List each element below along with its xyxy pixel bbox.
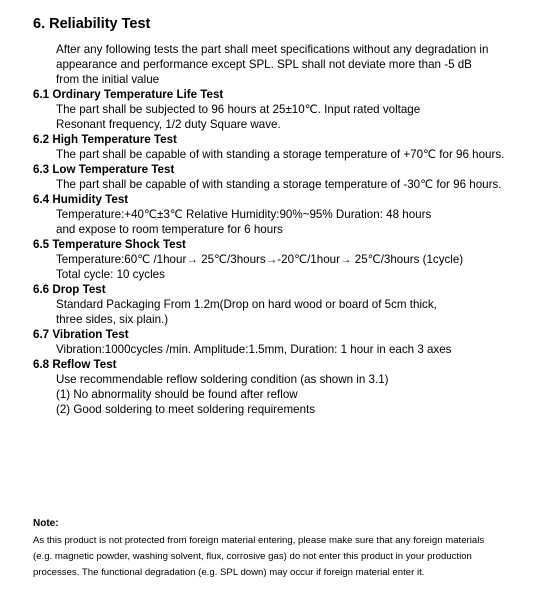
section-line: Temperature:+40℃±3℃ Relative Humidity:90%~95% Duration: 48 hours <box>56 208 432 221</box>
section-heading: 6.1 Ordinary Temperature Life Test <box>33 88 224 101</box>
section-line: Vibration:1000cycles /min. Amplitude:1.5mm, Duration: 1 hour in each 3 axes <box>56 343 452 356</box>
section-heading: 6.3 Low Temperature Test <box>33 163 175 176</box>
intro-line: appearance and performance except SPL. SPL shall not deviate more than -5 dB <box>56 58 472 71</box>
section-line: and expose to room temperature for 6 hours <box>56 223 283 236</box>
note-line: processes. The functional degradation (e.g. SPL down) may occur if foreign material enter it. <box>33 567 425 578</box>
section-line: three sides, six plain.) <box>56 313 169 326</box>
intro-line: After any following tests the part shall meet specifications without any degradation in <box>56 43 489 56</box>
page-title: 6. Reliability Test <box>33 16 151 32</box>
section-line: The part shall be capable of with standing a storage temperature of +70℃ for 96 hours. <box>56 148 505 161</box>
section-line: The part shall be subjected to 96 hours at 25±10℃. Input rated voltage <box>56 103 421 116</box>
section-line: Total cycle: 10 cycles <box>56 268 165 281</box>
section-heading: 6.6 Drop Test <box>33 283 106 296</box>
section-line: (1) No abnormality should be found after reflow <box>56 388 298 401</box>
note-line: As this product is not protected from foreign material entering, please make sure that any foreign materials <box>33 535 485 546</box>
section-heading: 6.7 Vibration Test <box>33 328 129 341</box>
section-line: Resonant frequency, 1/2 duty Square wave. <box>56 118 281 131</box>
section-line: (2) Good soldering to meet soldering requirements <box>56 403 316 416</box>
section-line: Standard Packaging From 1.2m(Drop on hard wood or board of 5cm thick, <box>56 298 437 311</box>
section-line: Temperature:60℃ /1hour→ 25℃/3hours→-20℃/1hour→ 25℃/3hours (1cycle) <box>56 253 464 266</box>
note-heading: Note: <box>33 518 59 529</box>
section-heading: 6.8 Reflow Test <box>33 358 117 371</box>
section-line: Use recommendable reflow soldering condition (as shown in 3.1) <box>56 373 389 386</box>
section-heading: 6.4 Humidity Test <box>33 193 129 206</box>
section-heading: 6.5 Temperature Shock Test <box>33 238 186 251</box>
intro-line: from the initial value <box>56 73 160 86</box>
note-line: (e.g. magnetic powder, washing solvent, flux, corrosive gas) do not enter this product in your production <box>33 551 472 562</box>
section-line: The part shall be capable of with standing a storage temperature of -30℃ for 96 hours. <box>56 178 502 191</box>
section-heading: 6.2 High Temperature Test <box>33 133 177 146</box>
